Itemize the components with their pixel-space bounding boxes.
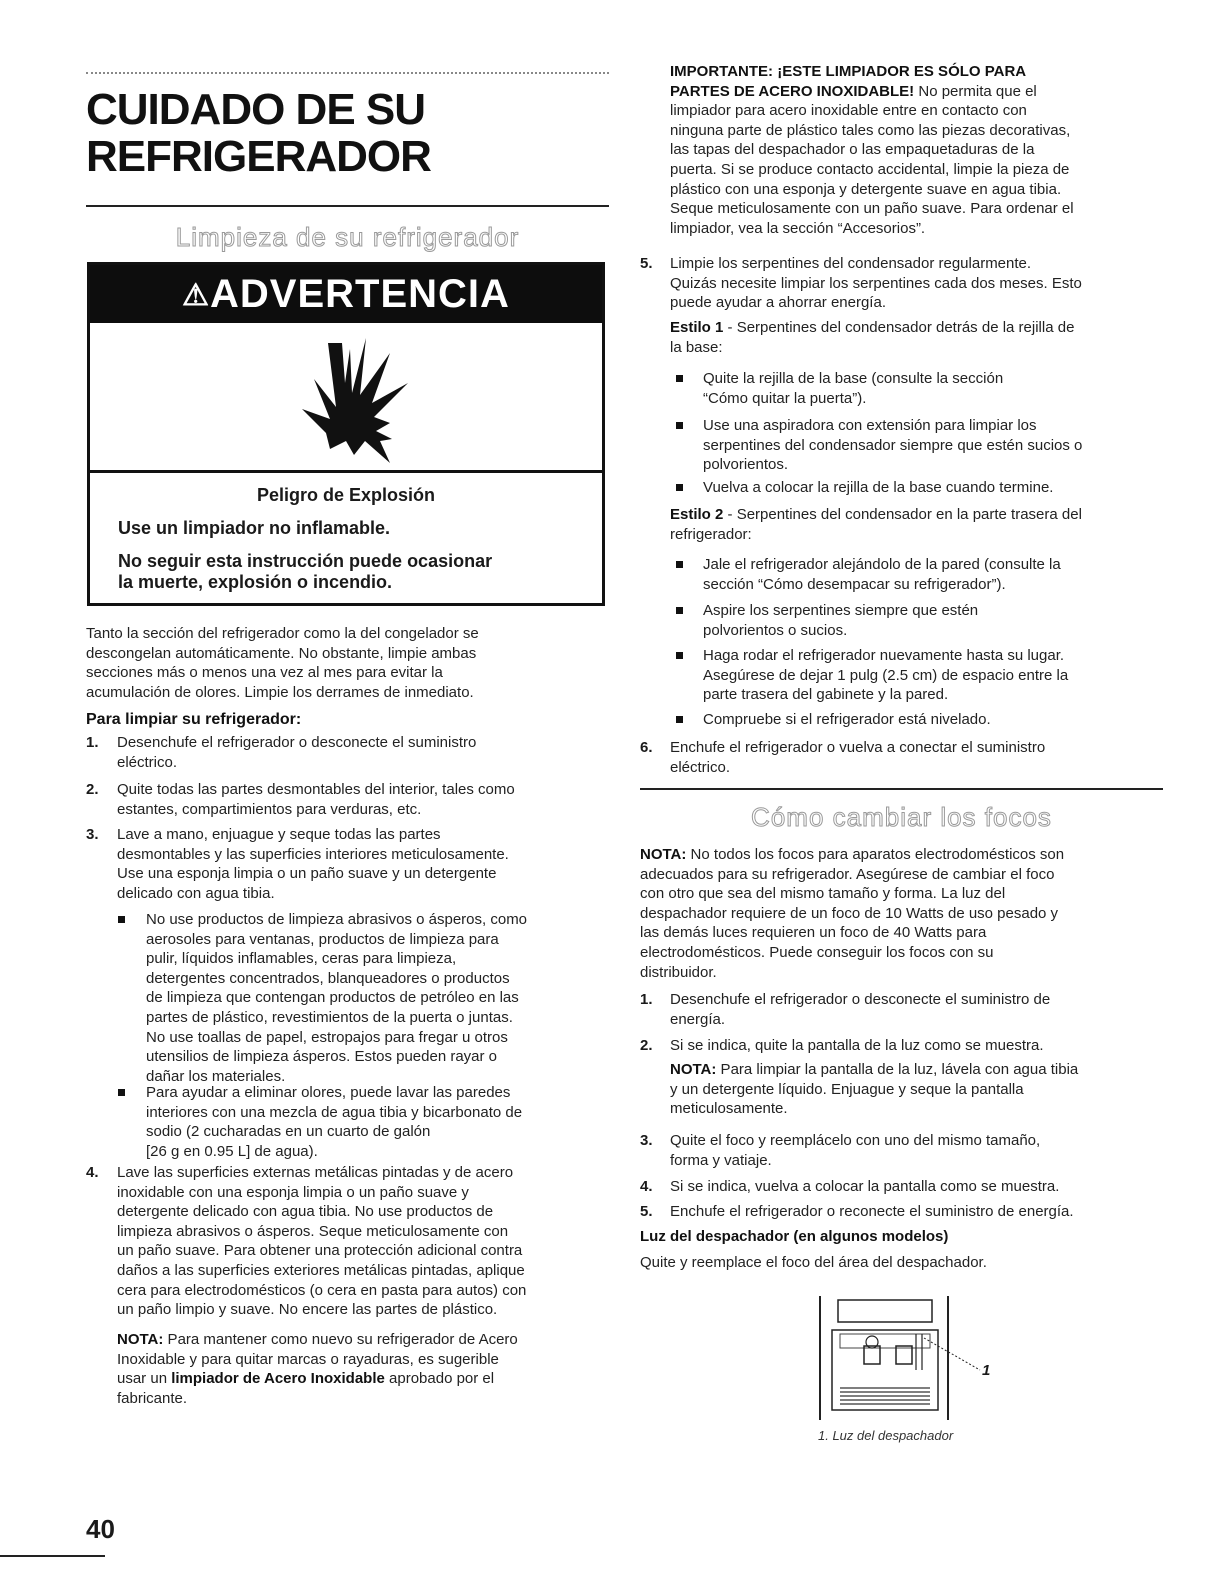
cleaning-subhead: Para limpiar su refrigerador: [86,711,302,728]
warning-banner [90,265,602,323]
step-line: delicado con agua tibia. [117,884,275,902]
important-text: Seque meticulosamente con un paño suave. Para ordenar el [670,200,1074,218]
warning-hazard: Peligro de Explosión [256,485,436,505]
bullet-icon [676,716,683,723]
step-line: forma y vatiaje. [670,1151,772,1169]
bullet-line: No use productos de limpieza abrasivos o ásperos, como [146,911,528,928]
step-line: puede ayudar a ahorrar energía. [670,294,886,312]
step-line: Enchufe el refrigerador o reconecte el suministro de energía. [670,1203,1074,1220]
intro-line: descongelan automáticamente. No obstante, limpie ambas [86,644,477,662]
step-line: cera para electrodomésticos (o cera en pasta para autos) con [117,1281,527,1299]
step-line: Desenchufe el refrigerador o desconecte el suministro de [670,991,1051,1008]
step-line: eléctrico. [670,758,731,776]
bullet-line: polvorientos. [703,456,789,474]
important-note [670,62,1163,238]
bullet-icon [676,375,683,382]
step-line: Quizás necesite limpiar los serpentines cada dos meses. Esto [670,274,1082,292]
title-line-2: REFRIGERADOR [86,132,431,181]
step-line: un paño suave. Para obtener una protección adicional contra [117,1242,523,1260]
bulbs-note [640,845,1163,982]
dispenser-light-figure [812,1296,1002,1420]
bullet-icon [676,561,683,568]
step-line: un paño limpio y suave. No encere las partes de plástico. [117,1301,498,1319]
bullet-line: polvorientos o sucios. [703,621,848,639]
bullet-line: utensilios de limpieza ásperos. Estos pueden rayar o [146,1048,498,1066]
bullet-line: Use una aspiradora con extensión para limpiar los [703,417,1037,434]
step-line: Lave las superficies externas metálicas pintadas y de acero [117,1164,514,1181]
bullet-line: “Cómo quitar la puerta”). [703,389,867,407]
bulb-step-2 [670,1036,1163,1056]
note-text: usar un [117,1370,172,1388]
step-number: 5. [640,1203,653,1220]
note-text: con otro que sea del mismo tamaño y forma. La luz del [640,885,1006,903]
bullet-line: de limpieza que contengan productos de petróleo en las [146,989,519,1007]
section-heading-cleaning: Limpieza de su refrigerador [175,222,520,252]
style-1-bullet-3 [703,478,1163,498]
important-text: plástico con una esponja y detergente suave en agua tibia. [670,180,1062,198]
warning-line-1: Use un limpiador no inflamable. [118,518,391,538]
warning-triangle-icon: ⚠ [182,279,210,312]
style-2-bullet-3 [703,646,1163,705]
note-emphasis: limpiador de Acero Inoxidable [171,1370,385,1388]
bullet-line: Aspire los serpentines siempre que estén [703,602,979,619]
bulb-step-4 [670,1177,1163,1197]
style-text: refrigerador: [670,525,752,543]
bullet-line: dañar los materiales. [146,1067,286,1085]
warning-box [87,262,605,606]
intro-paragraph [86,624,609,702]
note-label: NOTA: [670,1061,717,1078]
top-dotted-rule [86,72,609,74]
bulb-step-2-note [670,1060,1163,1119]
step-6 [670,738,1163,777]
step-line: eléctrico. [117,753,178,771]
section-heading-bulbs: Cómo cambiar los focos [751,802,1052,832]
bullet-line: Compruebe si el refrigerador está nivelado. [703,711,991,728]
bullet-line: Jale el refrigerador alejándolo de la pared (consulte la [703,556,1061,573]
note-text: las demás luces requieren un foco de 40 Watts para [640,924,987,942]
bullet-line: Para ayudar a eliminar olores, puede lavar las paredes [146,1084,511,1101]
note-text: despachador requiere de un foco de 10 Watts de uso pesado y [640,904,1059,922]
important-heading: PARTES DE ACERO INOXIDABLE! [670,82,915,100]
note-label: NOTA: [640,846,687,863]
step-line: inoxidable con una esponja limpia o un paño suave y [117,1183,469,1201]
style-label: Estilo 2 [670,506,724,523]
bullet-line: Vuelva a colocar la rejilla de la base cuando termine. [703,479,1054,496]
step-line: estantes, compartimientos para verduras, etc. [117,800,422,818]
important-text: puerta. Si se produce contacto accidental, limpie la pieza de [670,160,1070,178]
step-line: Enchufe el refrigerador o vuelva a conectar el suministro [670,739,1046,756]
style-2-bullet-2 [703,601,1163,640]
note-text: No todos los focos para aparatos electrodomésticos son [686,846,1065,863]
important-text: No permita que el [914,82,1037,100]
step-3 [117,825,607,903]
step-line: Quite el foco y reemplácelo con uno del mismo tamaño, [670,1132,1041,1149]
step-line: Limpie los serpentines del condensador regularmente. [670,255,1032,272]
step-line: desmontables y las superficies interiores meticulosamente. [117,845,509,863]
note-label: NOTA: [117,1331,164,1348]
style-1-intro [670,318,1163,357]
note-text: Para limpiar la pantalla de la luz, lávela con agua tibia [716,1061,1079,1078]
note-text: meticulosamente. [670,1100,788,1118]
warning-line-2b: la muerte, explosión o incendio. [118,572,393,592]
bullet-icon [676,607,683,614]
step-line: daños a las superficies exteriores metálicas pintadas, aplique [117,1261,525,1279]
note-text: fabricante. [117,1389,188,1407]
bulb-step-5 [670,1202,1163,1222]
note-text: distribuidor. [640,963,717,981]
note-text: Para mantener como nuevo su refrigerador de Acero [163,1331,518,1348]
step-number: 3. [640,1132,653,1149]
bullet-line: [26 g en 0.95 L] de agua). [146,1142,318,1160]
footer-rule [0,1555,105,1557]
warning-banner-text: ADVERTENCIA [210,272,510,316]
bullet-line: sodio (2 cucharadas en un cuarto de galón [146,1123,431,1141]
note-text: y un detergente líquido. Enjuague y seque la pantalla [670,1080,1024,1098]
step-number: 1. [640,991,653,1008]
step-line: limpieza abrasivos o ásperos. Seque meticulosamente con [117,1222,509,1240]
bullet-line: No use toallas de papel, estropajos para fregar u otros [146,1028,508,1046]
style-text: la base: [670,338,723,356]
title-line-1: CUIDADO DE SU [86,85,426,134]
explosion-icon [90,323,602,470]
bullet-icon [118,916,125,923]
step-number: 1. [86,734,99,751]
note-text: adecuados para su refrigerador. Asegúrese de cambiar el foco [640,865,1055,883]
step-number: 2. [640,1037,653,1054]
page-number: 40 [86,1514,115,1544]
step-number: 4. [640,1178,653,1195]
bullet-line: Haga rodar el refrigerador nuevamente hasta su lugar. [703,647,1065,664]
step-2 [117,780,607,819]
style-text: - Serpentines del condensador en la parte trasera del [723,506,1082,523]
bullet-icon [676,422,683,429]
style-2-bullet-4 [703,710,1163,730]
section-rule [86,205,609,207]
bullet-icon [118,1089,125,1096]
bullet-line: Asegúrese de dejar 1 pulg (2.5 cm) de espacio entre la [703,666,1069,684]
step-number: 6. [640,739,653,756]
dispenser-light-heading: Luz del despachador (en algunos modelos) [640,1228,949,1245]
note-text: electrodomésticos. Puede conseguir los focos con su [640,943,994,961]
bullet-line: sección “Cómo desempacar su refrigerador”). [703,575,1006,593]
step-line: Quite todas las partes desmontables del interior, tales como [117,781,515,798]
important-heading: IMPORTANTE: ¡ESTE LIMPIADOR ES SÓLO PARA [670,63,1027,80]
style-2-intro [670,505,1163,544]
step-line: Desenchufe el refrigerador o desconecte el suministro [117,734,477,751]
figure-caption: 1. Luz del despachador [818,1428,954,1443]
step-number: 2. [86,781,99,798]
bullet-icon [676,484,683,491]
step-5 [670,254,1163,313]
step-line: Lave a mano, enjuague y seque todas las partes [117,826,441,843]
explosion-graphic [90,323,602,473]
bullet-line: detergentes concentrados, blanqueadores o productos [146,969,510,987]
step-number: 5. [640,255,653,272]
step-line: detergente delicado con agua tibia. No use productos de [117,1203,494,1221]
intro-line: secciones más o menos una vez al mes para evitar la [86,664,443,682]
step-1 [117,733,607,772]
dispenser-light-text: Quite y reemplace el foco del área del despachador. [640,1254,987,1271]
section-rule [640,788,1163,790]
style-1-bullet-1 [703,369,1163,408]
bullet-line: interiores con una mezcla de agua tibia y bicarbonato de [146,1103,523,1121]
intro-line: Tanto la sección del refrigerador como la del congelador se [86,625,479,642]
bullet-line: pulir, líquidos inflamables, ceras para limpieza, [146,950,457,968]
intro-line: acumulación de olores. Limpie los derrames de inmediato. [86,683,474,701]
step-line: Use una esponja limpia o un paño suave y un detergente [117,865,497,883]
step-line: Si se indica, quite la pantalla de la luz como se muestra. [670,1037,1044,1054]
bullet-line: serpentines del condensador siempre que estén sucios o [703,436,1083,454]
note-text: aprobado por el [384,1370,495,1388]
bullet-line: Quite la rejilla de la base (consulte la sección [703,370,1004,387]
bullet-odors [146,1083,608,1161]
step-line: energía. [670,1010,726,1028]
note-text: Inoxidable y para quitar marcas o rayaduras, es sugerible [117,1350,499,1368]
page-title [86,86,609,180]
important-text: ninguna parte de plástico tales como las piezas decorativas, [670,121,1071,139]
style-2-bullet-1 [703,555,1163,594]
step-line: Si se indica, vuelva a colocar la pantalla como se muestra. [670,1178,1060,1195]
bullet-abrasives [146,910,608,1086]
bullet-line: aerosoles para ventanas, productos de limpieza para [146,930,499,948]
step-number: 4. [86,1164,99,1181]
stainless-note [117,1330,607,1408]
important-text: limpiador, vea la sección “Accesorios”. [670,219,926,237]
bulb-step-3 [670,1131,1163,1170]
important-text: las tapas del despachador o las empaquetaduras de la [670,141,1035,159]
figure-callout: 1 [982,1362,991,1379]
step-number: 3. [86,826,99,843]
bullet-line: partes de plástico, revestimientos de la puerta o juntas. [146,1008,513,1026]
warning-line-2a: No seguir esta instrucción puede ocasionar [118,551,493,571]
bulb-step-1 [670,990,1163,1029]
style-1-bullet-2 [703,416,1163,475]
important-text: limpiador para acero inoxidable entre en contacto con [670,102,1027,120]
step-4 [117,1163,607,1320]
style-text: - Serpentines del condensador detrás de la rejilla de [723,319,1075,336]
bullet-line: parte trasera del gabinete y la pared. [703,686,949,704]
style-label: Estilo 1 [670,319,724,336]
bullet-icon [676,652,683,659]
